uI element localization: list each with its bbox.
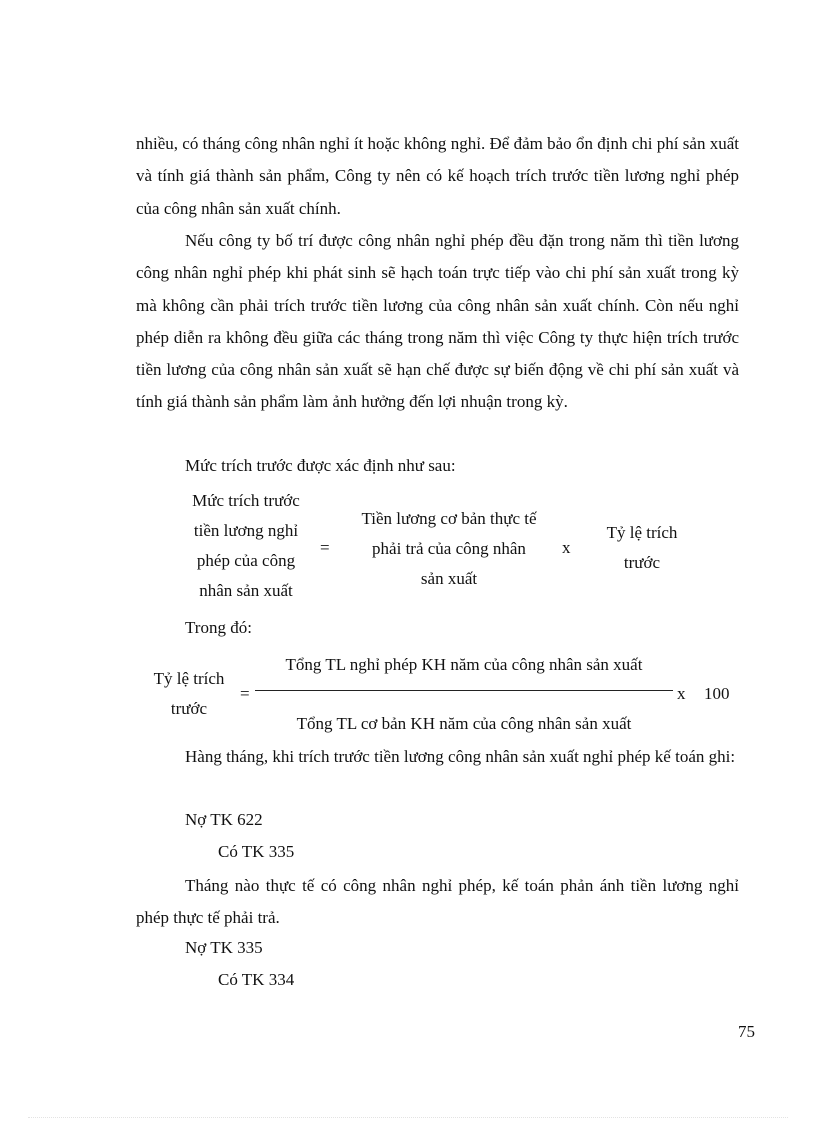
formula-2-equals: = xyxy=(240,684,250,703)
formula-1-middle-line: sản xuất xyxy=(420,569,478,588)
paragraph-3: Mức trích trước được xác định như sau: xyxy=(185,456,456,475)
formula-1-equals: = xyxy=(320,538,330,557)
paragraph-4: Trong đó: xyxy=(185,618,252,637)
formula-1-middle xyxy=(340,504,558,594)
page-number: 75 xyxy=(738,1022,755,1041)
paragraph-5: Hàng tháng, khi trích trước tiền lương công nhân sản xuất nghỉ phép kế toán ghi: xyxy=(185,747,736,766)
formula-2-times: x xyxy=(677,684,686,703)
formula-2-fraction-bar xyxy=(255,690,673,691)
formula-1-lhs-line: tiền lương nghỉ xyxy=(193,521,299,540)
paragraph-1: nhiều, có tháng công nhân nghỉ ít hoặc không nghỉ. Để đảm bảo ổn định chi phí sản xuất và tính giá thành sản phẩm, Công ty nên có kế hoạch trích trước tiền lương nghỉ phép của công nhân sản xuất chính. xyxy=(136,134,739,218)
entry-2-debit: Nợ TK 335 xyxy=(185,938,263,957)
paragraph-6: Tháng nào thực tế có công nhân nghỉ phép, kế toán phản ánh tiền lương nghỉ phép thực tế phải trả. xyxy=(136,876,739,928)
formula-2-lhs xyxy=(135,664,243,724)
formula-2-factor: 100 xyxy=(704,684,730,703)
formula-1-rhs-line: Tỷ lệ trích xyxy=(606,523,678,542)
formula-1-times: x xyxy=(562,538,571,557)
page-bottom-divider xyxy=(28,1117,788,1118)
formula-2-numerator: Tổng TL nghỉ phép KH năm của công nhân sản xuất xyxy=(285,655,643,674)
formula-1-rhs xyxy=(592,518,692,578)
formula-1-lhs-line: phép của công xyxy=(196,551,296,570)
entry-2-credit: Có TK 334 xyxy=(218,970,295,989)
formula-1-lhs-line: Mức trích trước xyxy=(192,491,300,510)
paragraph-2: Nếu công ty bố trí được công nhân nghỉ phép đều đặn trong năm thì tiền lương công nhân nghỉ phép khi phát sinh sẽ hạch toán trực tiếp vào chi phí sản xuất trong kỳ mà không cần phải trích trước tiền lương của công nhân sản xuất chính. Còn nếu nghỉ phép diễn ra không đều giữa các tháng trong năm thì việc Công ty thực hiện trích trước tiền lương của công nhân sản xuất sẽ hạn chế được sự biến động về chi phí sản xuất và tính giá thành sản phẩm làm ảnh hưởng đến lợi nhuận trong kỳ. xyxy=(136,231,739,412)
formula-2-lhs-line: Tỷ lệ trích xyxy=(153,669,225,688)
formula-2-denominator: Tổng TL cơ bản KH năm của công nhân sản xuất xyxy=(296,714,632,733)
formula-1-middle-line: Tiền lương cơ bản thực tế xyxy=(361,509,537,528)
entry-1-credit: Có TK 335 xyxy=(218,842,295,861)
entry-1-debit: Nợ TK 622 xyxy=(185,810,263,829)
formula-1-lhs xyxy=(172,486,320,606)
formula-1-middle-line: phải trả của công nhân xyxy=(372,539,526,558)
formula-1-rhs-line: trước xyxy=(623,553,661,572)
formula-1-lhs-line: nhân sản xuất xyxy=(199,581,293,600)
formula-2-lhs-line: trước xyxy=(170,699,208,718)
